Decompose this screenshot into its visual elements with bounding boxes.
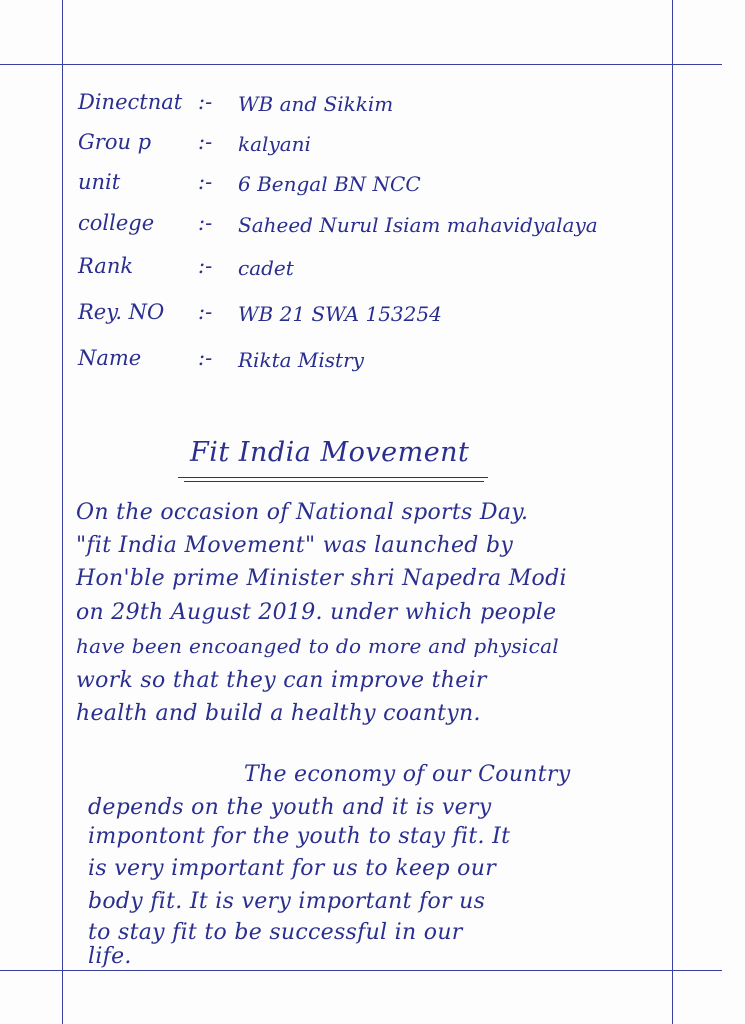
field-separator: :- [198, 130, 213, 154]
field-separator: :- [198, 90, 213, 114]
field-label: college [78, 211, 155, 235]
field-group [0, 126, 745, 164]
field-value: 6 Bengal BN NCC [238, 172, 421, 196]
text-line: to stay fit to be successful in our [88, 920, 463, 945]
field-label: Rey. NO [78, 300, 165, 324]
text-line: Hon'ble prime Minister shri Napedra Modi [76, 566, 567, 591]
text-line: on 29th August 2019. under which people [76, 600, 557, 625]
field-value: Saheed Nurul Isiam mahavidyalaya [238, 213, 598, 237]
text-line: health and build a healthy coantyn. [76, 701, 481, 726]
field-label: unit [78, 170, 121, 194]
field-value: WB and Sikkim [238, 92, 394, 116]
text-line: depends on the youth and it is very [88, 795, 492, 820]
bottom-margin-line [0, 970, 722, 971]
field-college [0, 207, 745, 245]
field-label: Rank [78, 254, 134, 278]
field-unit [0, 166, 745, 204]
text-line: body fit. It is very important for us [88, 889, 486, 914]
field-value: Rikta Mistry [238, 348, 364, 372]
field-separator: :- [198, 346, 213, 370]
field-reg-no [0, 296, 745, 334]
text-line: work so that they can improve their [76, 668, 487, 693]
text-line: life. [88, 944, 132, 969]
top-margin-line [0, 64, 722, 65]
field-value: kalyani [238, 132, 311, 156]
text-line: have been encoanged to do more and physical [76, 634, 559, 658]
field-name [0, 342, 745, 380]
field-separator: :- [198, 254, 213, 278]
essay-title: Fit India Movement [190, 437, 470, 468]
field-value: WB 21 SWA 153254 [238, 302, 442, 326]
field-rank [0, 250, 745, 288]
field-separator: :- [198, 300, 213, 324]
field-separator: :- [198, 170, 213, 194]
field-label: Name [78, 346, 142, 370]
text-line: is very important for us to keep our [88, 856, 497, 881]
field-separator: :- [198, 211, 213, 235]
text-line: "fit India Movement" was launched by [76, 533, 514, 558]
title-underline [184, 481, 484, 482]
title-underline [178, 477, 488, 478]
text-line: The economy of our Country [244, 762, 571, 787]
field-directorate [0, 86, 745, 124]
text-line: On the occasion of National sports Day. [76, 500, 529, 525]
field-value: cadet [238, 256, 294, 280]
text-line: impontont for the youth to stay fit. It [88, 824, 511, 849]
field-label: Dinectnat [78, 90, 183, 114]
field-label: Grou p [78, 130, 152, 154]
